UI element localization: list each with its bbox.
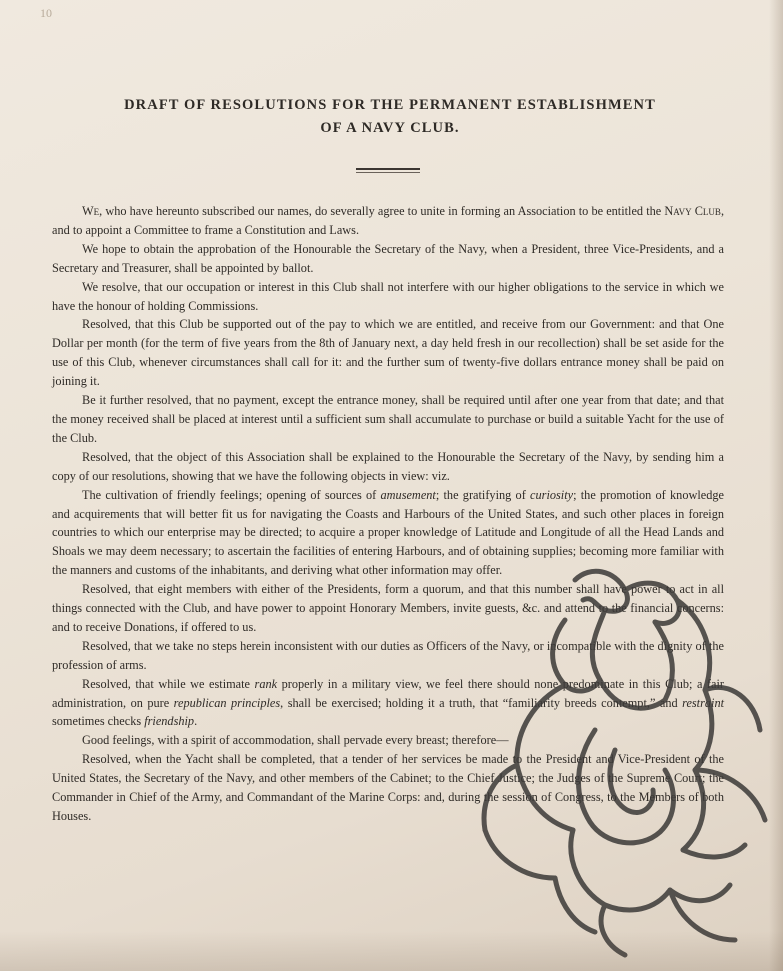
italic-emphasis: friendship	[144, 714, 195, 729]
resolution-paragraph	[52, 278, 724, 316]
paragraph-text: We hope to obtain the approbation of the Honourable the Secretary of the Navy, when a President, three Vice-Presidents, and a Secretary and Treasurer, shall be appointed by ballot.	[52, 241, 724, 275]
title-line-2: OF A NAVY CLUB.	[320, 120, 460, 136]
italic-emphasis: republican principles	[173, 695, 281, 710]
resolution-paragraph	[52, 315, 724, 391]
paragraph-text: , and to appoint a Committee to frame a Constitution and Laws.	[52, 204, 725, 237]
small-caps-text: Navy Club	[664, 204, 721, 218]
paragraph-text: Resolved, when the Yacht shall be completed, that a tender of her services be made to the President and Vice-President of the United States, the Secretary of the Navy, and other members of the Cabinet; to the Chief Justice; the Judges of the Supreme Court; the Commander in Chief of the Army, and Commandant of the Marine Corps: and, during the session of Congress, to the Members of both Houses.	[52, 752, 724, 823]
resolution-paragraph	[52, 240, 724, 278]
document-title	[60, 94, 720, 140]
title-divider-thin	[356, 172, 420, 173]
page-edge-shadow	[769, 0, 783, 971]
paragraph-text: Resolved, that we take no steps herein inconsistent with our duties as Officers of the Navy, or incompatible with the dignity of the profession of arms.	[52, 638, 724, 672]
paragraph-text: Good feelings, with a spirit of accommodation, shall pervade every breast; therefore—	[82, 733, 509, 748]
paragraph-text: , shall be exercised; holding it a truth, that “familiarity breeds contempt,” and	[280, 695, 683, 710]
italic-emphasis: amusement	[380, 487, 436, 502]
corner-pencil-mark: 10	[40, 6, 52, 20]
italic-emphasis: curiosity	[530, 487, 574, 502]
paragraph-text: We resolve, that our occupation or interest in this Club shall not interfere with our higher obligations to the service in which we have the honour of holding Commissions.	[52, 279, 724, 313]
paragraph-text: sometimes checks	[52, 714, 145, 729]
resolution-paragraph	[52, 391, 724, 448]
resolution-paragraph	[52, 202, 724, 240]
paragraph-text: Resolved, that while we estimate	[82, 676, 255, 691]
paragraph-text: ; the gratifying of	[435, 487, 531, 502]
page-bottom-shadow	[0, 931, 783, 971]
paragraph-text: The cultivation of friendly feelings; opening of sources of	[82, 487, 381, 502]
paragraph-text: , who have hereunto subscribed our names, do severally agree to unite in forming an Association to be entitled the	[99, 204, 665, 218]
italic-emphasis: rank	[254, 676, 278, 691]
title-line-1: DRAFT OF RESOLUTIONS FOR THE PERMANENT ESTABLISHMENT	[124, 97, 656, 113]
paragraph-text: properly in a military view, we feel there should none predominate in this Club; a fair administration, on pure	[52, 676, 724, 710]
paragraph-text: Resolved, that this Club be supported out of the pay to which we are entitled, and receive from our Government: and that One Dollar per month (for the term of five years from the 8th of January next, a day held fresh in our recollection) shall be set aside for the use of this Club, whenever circumstances shall call for it: and the further sum of twenty-five dollars entrance money shall be paid on joining it.	[52, 317, 724, 389]
paragraph-text: ; the promotion of knowledge and acquirements that will better fit us for navigating the Coasts and Harbours of the United States, and such other places in foreign countries to which our enterprise may be directed; to acquire a proper knowledge of Latitude and Longitude of all the Head Lands and Shoals we may deem necessary; to ascertain the facilities of entering Harbours, and of obtaining supplies; becoming more familiar with the manners and customs of the inhabitants, and deriving what other information may offer.	[52, 487, 724, 578]
resolution-paragraph	[52, 448, 724, 486]
small-caps-text: We	[82, 204, 100, 218]
paragraph-text: Resolved, that the object of this Association shall be explained to the Honourable the Secretary of the Navy, by sending him a copy of our resolutions, showing that we have the following objects in view: viz.	[52, 449, 724, 483]
paragraph-text: .	[194, 714, 198, 729]
paragraph-text: Be it further resolved, that no payment, except the entrance money, shall be required until after one year from that date; and that the money received shall be placed at interest until a sufficient sum shall accumulate to purchase or build a suitable Yacht for the use of the Club.	[52, 393, 724, 445]
title-divider	[356, 168, 420, 170]
eagle-stamp-icon	[455, 560, 783, 965]
italic-emphasis: restraint	[682, 695, 725, 710]
paragraph-text: Resolved, that eight members with either of the Presidents, form a quorum, and that this number shall have power to act in all things connected with the Club, and have power to appoint Honorary Members, invite guests, &c. and attend to the financial concerns: and to receive Donations, if offered to us.	[52, 582, 724, 634]
